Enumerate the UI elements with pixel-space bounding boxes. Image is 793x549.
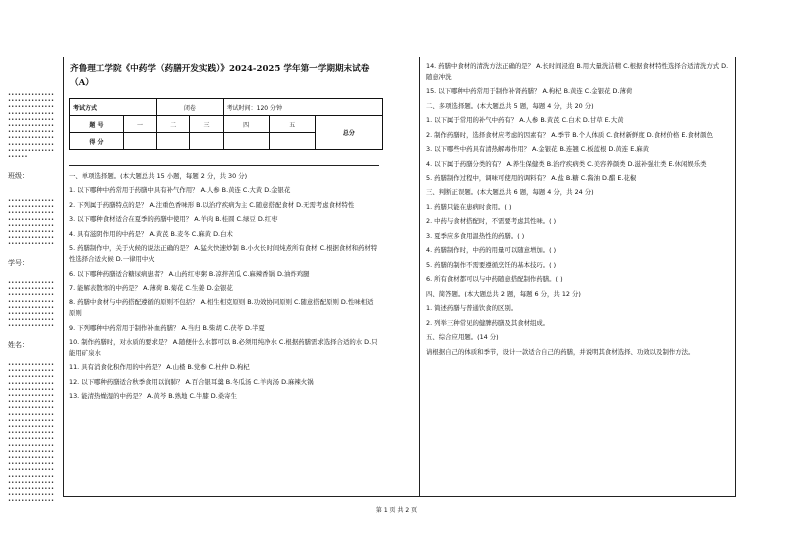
student-id-label: 学号： xyxy=(8,259,29,267)
col-1: 一 xyxy=(123,116,156,133)
row-score-label: 得 分 xyxy=(70,133,124,150)
multi-question-1: 1. 以下属于常用的补气中药有？ A.人参 B.黄芪 C.白术 D.甘草 E.大黄 xyxy=(426,116,624,125)
score-cell-1[interactable] xyxy=(123,133,156,150)
section-2-heading: 二、多项选择题。(本大题总共 5 题，每题 4 分，共 20 分) xyxy=(426,101,594,110)
exam-title: 齐鲁理工学院《中药学（药膳开发实践）》2024-2025 学年第一学期期末试卷（A） xyxy=(70,64,370,88)
comprehensive-question: 请根据自己的体质和季节，设计一款适合自己的药膳，并说明其食材选择、功效以及制作方法。 xyxy=(426,347,695,356)
multi-question-2: 2. 制作药膳时，选择食材应考虑的因素有？ A.季节 B.个人体质 C.食材新鲜度 D.食材价格 E.食材颜色 xyxy=(426,130,713,139)
binding-margin-bottom: •••••••••••••••••••••••••••••••••••••••••••••••••••••••••••••••••••••••••••••••••••••••••••••••••••••••••••••••••••••••••••••••••••••••••••••••••••••••••••••••••••••••••••••••••••••••••••••••••••••••••••••••••••••••••••••••••••••••••••••••••••••••••••••••••••••••••••••••••••••••••••••••••••••••••••••••••••••••••••••••••• xyxy=(8,362,55,505)
judge-question-2: 2. 中药与食材搭配时，不需要考虑其性味。( ) xyxy=(426,217,557,226)
exam-type-value: 闭卷 xyxy=(157,99,224,116)
col-4: 四 xyxy=(223,116,269,133)
left-frame-line xyxy=(63,57,64,497)
binding-margin-top: •••••••••••••••••••••••••••••••••••••••••••••••••••••••••••••••••••••••••••••••••••••••••••••••••••••••••••••••••••••••••••••••••••••••••••••••••• xyxy=(8,92,55,161)
question-8: 8. 药膳中食材与中药搭配遵循的原则不包括？ A.相生相克原则 B.功效协同原则 C.随意搭配原则 D.性味相适原则 xyxy=(69,298,374,318)
multi-question-5: 5. 药膳制作过程中，调味可使用的调料有？ A.盐 B.糖 C.酱油 D.醋 E.花椒 xyxy=(426,173,637,182)
binding-margin-mid1: •••••••••••••••••••••••••••••••••••••••••••••••••••••••••••••••••••••••••••••••••••••••••••••••••••••••••••••••• xyxy=(8,198,55,248)
score-cell-3[interactable] xyxy=(190,133,223,150)
question-2: 2. 下列属于药膳特点的是？ A.注重色香味形 B.以治疗疾病为主 C.随意搭配食材 D.无需考虑食材特性 xyxy=(69,200,355,209)
multi-question-4: 4. 以下属于药膳分类的有？ A.养生保健类 B.治疗疾病类 C.美容养颜类 D.滋补强壮类 E.休闲娱乐类 xyxy=(426,159,707,168)
score-cell-4[interactable] xyxy=(223,133,269,150)
question-11: 11. 具有消食化积作用的中药是？ A.山楂 B.党参 C.杜仲 D.枸杞 xyxy=(69,363,250,372)
section-1-heading: 一、单项选择题。(本大题总共 15 小题，每题 2 分，共 30 分) xyxy=(69,172,248,180)
score-cell-2[interactable] xyxy=(157,133,190,150)
question-3: 3. 以下哪种食材适合在夏季的药膳中使用？ A.羊肉 B.桂圆 C.绿豆 D.红枣 xyxy=(69,215,278,224)
judge-question-6: 6. 所有食材都可以与中药随意搭配制作药膳。( ) xyxy=(426,275,563,284)
column-divider xyxy=(419,57,420,497)
question-9: 9. 下列哪种中药常用于制作补血药膳？ A.当归 B.柴胡 C.茯苓 D.半夏 xyxy=(69,323,265,332)
total-label: 总分 xyxy=(315,116,382,150)
section-3-heading: 三、判断正误题。(本大题总共 6 题，每题 4 分，共 24 分) xyxy=(426,188,594,197)
section-5-heading: 五、综合应用题。(14 分) xyxy=(426,333,499,342)
section-separator xyxy=(69,165,379,166)
right-frame-line xyxy=(735,57,736,497)
judge-question-3: 3. 夏季应多食用温热性的药膳。( ) xyxy=(426,231,525,240)
exam-type-label: 考试方式 xyxy=(70,99,157,116)
bottom-frame-line xyxy=(63,496,736,497)
question-4: 4. 具有滋阴作用的中药是？ A.黄芪 B.麦冬 C.麻黄 D.白术 xyxy=(69,229,233,238)
col-3: 三 xyxy=(190,116,223,133)
question-14: 14. 药膳中食材的清洗方法正确的是？ A.长时间浸泡 B.用大量洗洁精 C.根据食材特性选择合适清洗方式 D.随意冲洗 xyxy=(426,62,729,81)
question-10: 10. 制作药膳时，对水质的要求是？ A.随便什么水都可以 B.必须用纯净水 C.根据药膳需求选择合适的水 D.只能用矿泉水 xyxy=(69,338,378,357)
question-5: 5. 药膳制作中，关于火候的说法正确的是？ A.猛火快速炒制 B.小火长时间炖煮所有食材 C.根据食材和药材特性选择合适火候 D.一律用中火 xyxy=(69,244,378,264)
question-7: 7. 能解表散寒的中药是？ A.薄荷 B.菊花 C.生姜 D.金银花 xyxy=(69,283,233,292)
exam-time: 考试时间：120 分钟 xyxy=(223,99,382,116)
col-2: 二 xyxy=(157,116,190,133)
right-column xyxy=(426,61,732,361)
score-cell-5[interactable] xyxy=(269,133,315,150)
multi-question-3: 3. 以下哪些中药具有清热解毒作用？ A.金银花 B.连翘 C.板蓝根 D.黄连 E.麻黄 xyxy=(426,145,650,154)
section-4-heading: 四、简答题。(本大题总共 2 题，每题 6 分，共 12 分) xyxy=(426,289,581,298)
short-question-1: 1. 简述药膳与普通饮食的区别。 xyxy=(426,304,518,313)
judge-question-4: 4. 药膳制作时，中药的用量可以随意增加。( ) xyxy=(426,246,557,255)
row-question-label: 题 号 xyxy=(70,116,124,133)
exam-header-table xyxy=(69,98,383,150)
question-1: 1. 以下哪种中药常用于药膳中具有补气作用？ A.人参 B.黄连 C.大黄 D.金银花 xyxy=(69,186,291,195)
judge-question-5: 5. 药膳的制作不需要遵循烹饪的基本技巧。( ) xyxy=(426,260,557,269)
question-12: 12. 以下哪种药膳适合秋季食用以润肺？ A.百合银耳羹 B.冬瓜汤 C.羊肉汤 D.麻辣火锅 xyxy=(69,377,314,386)
judge-question-1: 1. 药膳只能在患病时食用。( ) xyxy=(426,202,512,211)
binding-margin-mid2: •••••••••••••••••••••••••••••••••••••••••••••••••••••••••••••••••••••••••••••••••••••••••••••••••••••••••••••••• xyxy=(8,280,55,330)
col-5: 五 xyxy=(269,116,315,133)
page-footer: 第 1 页 共 2 页 xyxy=(375,507,418,514)
question-6: 6. 以下哪种药膳适合糖尿病患者？ A.山药红枣粥 B.凉拌苦瓜 C.麻辣香锅 D.油炸鸡腿 xyxy=(69,269,310,278)
name-label: 姓名： xyxy=(8,341,29,349)
question-13: 13. 能清热燥湿的中药是？ A.黄芩 B.熟地 C.牛膝 D.桑寄生 xyxy=(69,392,237,401)
question-15: 15. 以下哪种中药常用于制作补肾药膳？ A.枸杞 B.黄连 C.金银花 D.薄荷 xyxy=(426,87,633,96)
short-question-2: 2. 列举三种常见的健脾药膳及其食材组成。 xyxy=(426,318,550,327)
class-label: 班级： xyxy=(8,172,29,180)
left-column xyxy=(69,171,379,406)
